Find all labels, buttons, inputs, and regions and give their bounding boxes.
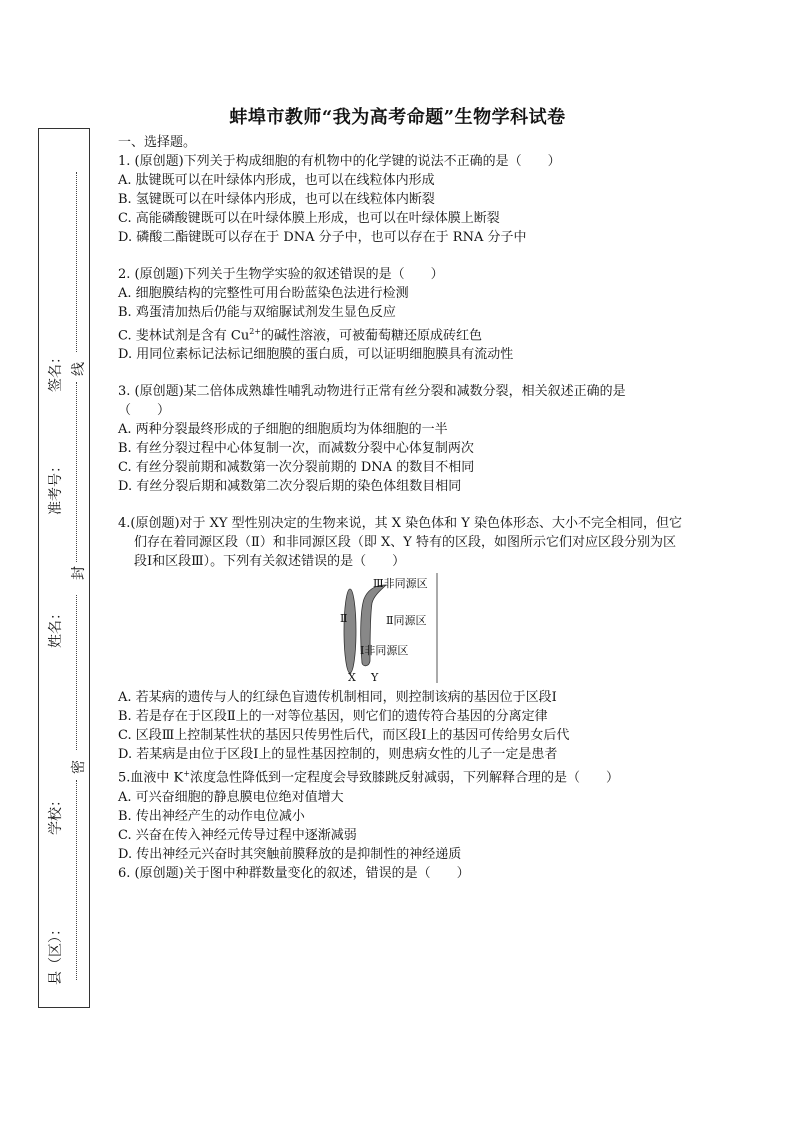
option-a: A. 两种分裂最终形成的子细胞的细胞质均为体细胞的一半 xyxy=(118,422,448,438)
question-list xyxy=(118,133,684,883)
question-1-stem: 1. (原创题)下列关于构成细胞的有机物中的化学键的说法不正确的是（ ） xyxy=(118,154,561,169)
option-b: B. 若是存在于区段Ⅱ上的一对等位基因，则它们的遗传符合基因的分离定律 xyxy=(118,709,548,725)
option-c-text: C. 斐林试剂是含有 Cu xyxy=(118,328,250,344)
cut-mark-seal: 封 xyxy=(71,566,87,580)
option-c-rest: 的碱性溶液，可被葡萄糖还原成砖红色 xyxy=(261,328,483,344)
dotted-line xyxy=(76,172,77,352)
section-heading: 一、选择题。 xyxy=(118,135,197,150)
option-c: C. 有丝分裂前期和减数第一次分裂前期的 DNA 的数目不相同 xyxy=(118,460,475,476)
figure-label-region-i: Ⅰ非同源区 xyxy=(360,644,409,658)
figure-label-region-ii-right: Ⅱ同源区 xyxy=(386,614,427,628)
superscript: + xyxy=(183,769,190,779)
binding-label-county: 县（区）： xyxy=(48,922,64,985)
question-6-stem: 6. (原创题)关于图中种群数量变化的叙述，错误的是（ ） xyxy=(118,865,470,881)
superscript: 2+ xyxy=(249,327,261,336)
option-a: A. 若某病的遗传与人的红绿色盲遗传机制相同，则控制该病的基因位于区段Ⅰ xyxy=(118,690,557,706)
question-5-stem-pre: 5.血液中 K xyxy=(118,770,184,786)
figure-label-region-ii-left: Ⅱ xyxy=(340,612,348,626)
question-3-stem: 3. (原创题)某二倍体成熟雄性哺乳动物进行正常有丝分裂和减数分裂，相关叙述正确的是 xyxy=(118,384,626,400)
binding-label-school: 学校： xyxy=(48,793,64,835)
option-b: B. 有丝分裂过程中心体复制一次，而减数分裂中心体复制两次 xyxy=(118,441,474,457)
cut-mark-line: 线 xyxy=(71,362,87,376)
figure-label-y: Y xyxy=(371,671,379,685)
question-4-stem: 4.(原创题)对于 XY 型性别决定的生物来说，其 X 染色体和 Y 染色体形态、大小不完全相同，但它们存在着同源区段（Ⅱ）和非同源区段（即 X、Y 特有的区段，如图所示它们对应区段分别为区段Ⅰ和区段Ⅲ）。下列有关叙述错误的是（ ） xyxy=(118,516,683,570)
dotted-line xyxy=(76,780,77,980)
option-c xyxy=(118,322,684,345)
option-c: C. 区段Ⅲ上控制某性状的基因只传男性后代，而区段Ⅰ上的基因可传给男女后代 xyxy=(118,728,570,744)
option-b: B. 传出神经产生的动作电位减小 xyxy=(118,808,305,824)
option-c: C. 兴奋在传入神经元传导过程中逐渐减弱 xyxy=(118,827,357,843)
binding-label-signature: 签名： xyxy=(48,350,64,392)
option-d: D. 传出神经元兴奋时其突触前膜释放的是抑制性的神经递质 xyxy=(118,846,462,862)
figure-label-region-iii: Ⅲ非同源区 xyxy=(373,577,428,591)
option-d: D. 用同位素标记法标记细胞膜的蛋白质，可以证明细胞膜具有流动性 xyxy=(118,347,514,363)
dotted-line xyxy=(76,382,77,562)
option-b: B. 氢键既可以在叶绿体内形成，也可以在线粒体内断裂 xyxy=(118,192,435,207)
chromosome-figure xyxy=(118,571,684,688)
cut-mark-seal: 密 xyxy=(71,760,87,774)
option-a: A. 细胞膜结构的完整性可用台盼蓝染色法进行检测 xyxy=(118,286,409,301)
dotted-line xyxy=(76,595,77,750)
option-a: A. 肽键既可以在叶绿体内形成，也可以在线粒体内形成 xyxy=(118,173,435,188)
question-3-bracket: （ ） xyxy=(118,403,171,419)
option-d: D. 磷酸二酯键既可以存在于 DNA 分子中，也可以存在于 RNA 分子中 xyxy=(118,230,527,245)
figure-label-x: X xyxy=(348,671,356,685)
binding-label-exam-number: 准考号： xyxy=(48,459,64,515)
question-2-stem: 2. (原创题)下列关于生物学实验的叙述错误的是（ ） xyxy=(118,267,444,282)
xy-chromosome-diagram xyxy=(330,571,560,688)
question-5-stem-post: 浓度急性降低到一定程度会导致膝跳反射减弱，下列解释合理的是（ ） xyxy=(189,770,619,786)
option-b: B. 鸡蛋清加热后仍能与双缩脲试剂发生显色反应 xyxy=(118,305,396,320)
page-title: 蚌埠市教师“我为高考命题”生物学科试卷 xyxy=(229,107,566,128)
option-d: D. 有丝分裂后期和减数第二次分裂后期的染色体组数目相同 xyxy=(118,479,462,495)
option-d: D. 若某病是由位于区段Ⅰ上的显性基因控制的，则患病女性的儿子一定是患者 xyxy=(118,747,558,763)
question-5-stem xyxy=(118,764,684,787)
binding-label-name: 姓名： xyxy=(48,606,64,648)
option-c: C. 高能磷酸键既可以在叶绿体膜上形成，也可以在叶绿体膜上断裂 xyxy=(118,211,500,226)
option-a: A. 可兴奋细胞的静息膜电位绝对值增大 xyxy=(118,789,344,805)
